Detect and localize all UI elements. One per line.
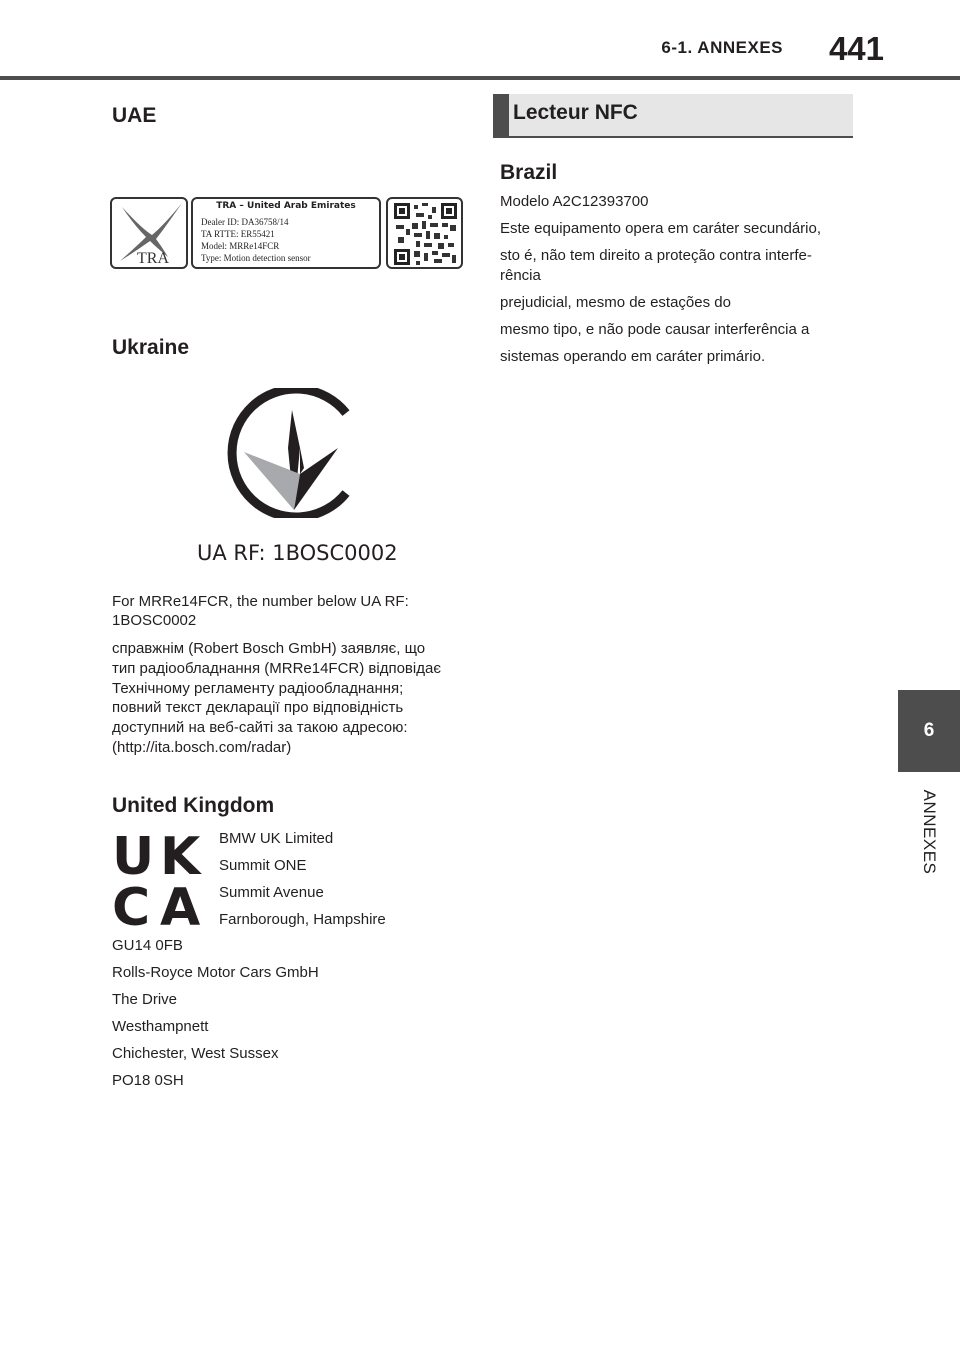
tra-title: TRA – United Arab Emirates [216, 201, 356, 211]
chapter-tab-label-text: ANNEXES [920, 789, 939, 875]
brazil-text-line: sto é, não tem direito a proteção contra interfe- [500, 247, 812, 264]
ukraine-text-line: Технічному регламенту радіообладнання; [112, 679, 404, 697]
ukca-logo [112, 830, 208, 928]
chapter-tab-label[interactable] [898, 772, 960, 892]
tra-model: Model: MRRe14FCR [201, 241, 280, 251]
header-divider [0, 76, 960, 80]
uk-address-line: Chichester, West Sussex [112, 1045, 279, 1062]
ukca-mark-icon [112, 830, 208, 928]
tra-detail-lines [201, 216, 311, 264]
uk-address-line: Summit ONE [219, 857, 307, 874]
tra-star-icon [112, 199, 186, 267]
page-number: 441 [828, 30, 884, 67]
uk-address-line: GU14 0FB [112, 937, 183, 954]
ukraine-url: (http://ita.bosch.com/radar) [112, 738, 292, 756]
uk-address-line: The Drive [112, 991, 178, 1008]
ukraine-text-line: доступний на веб-сайті за такою адресою: [112, 719, 408, 737]
ukraine-paragraph-2 [112, 639, 482, 758]
tra-info-panel [191, 197, 381, 269]
uk-address-line: Rolls-Royce Motor Cars GmbH [112, 964, 319, 981]
uk-address-line: PO18 0SH [112, 1072, 184, 1089]
tra-logo [110, 197, 188, 269]
uk-heading: United Kingdom [112, 794, 275, 817]
ukca-letter: C [112, 878, 151, 928]
uk-address-line: Westhampnett [112, 1018, 209, 1035]
ukca-letter: U [112, 830, 155, 887]
tra-logo-text: TRA [137, 250, 169, 267]
ua-rf-caption: UA RF: 1BOSC0002 [197, 541, 398, 565]
brazil-text-line: mesmo tipo, e não pode causar interferência a [500, 321, 810, 338]
brazil-text-line: rência [500, 267, 541, 284]
brazil-text-line: Este equipamento opera em caráter secundário, [500, 220, 822, 237]
ua-conformity-icon [214, 388, 354, 518]
nfc-title: Lecteur NFC [513, 101, 638, 124]
ukraine-heading: Ukraine [112, 336, 190, 359]
qr-code-icon [394, 203, 457, 265]
uae-heading: UAE [112, 104, 157, 127]
ukraine-text-line: 1BOSC0002 [112, 612, 197, 629]
brazil-text-line: Modelo A2C12393700 [500, 193, 649, 210]
tra-label [110, 195, 464, 271]
section-title: 6-1. ANNEXES [661, 38, 783, 57]
nfc-box-accent [493, 94, 509, 136]
brazil-heading: Brazil [500, 161, 558, 184]
chapter-tab-number[interactable]: 6 [898, 690, 960, 772]
brazil-text-line: prejudicial, mesmo de estações do [500, 294, 731, 311]
qr-code [386, 197, 463, 269]
brazil-text-line: sistemas operando em caráter primário. [500, 348, 766, 365]
ukraine-text-line: тип радіообладнання (MRRe14FCR) відповідає [112, 659, 441, 677]
ukraine-text-line: справжнім (Robert Bosch GmbH) заявляє, що [112, 640, 426, 657]
ukraine-text-line: повний текст декларації про відповідність [112, 699, 404, 717]
tra-dealer-id: Dealer ID: DA36758/14 [201, 217, 289, 227]
uk-address-line: Summit Avenue [219, 884, 324, 901]
uk-address-line: Farnborough, Hampshire [219, 911, 386, 928]
ukca-letter: K [160, 830, 201, 887]
tra-rtte: TA RTTE: ER55421 [201, 229, 275, 239]
uk-address-line: BMW UK Limited [219, 830, 334, 847]
nfc-section-box [493, 94, 853, 138]
ukca-letter: A [160, 878, 201, 928]
ua-conformity-mark [214, 388, 354, 518]
ukraine-paragraph-1 [112, 592, 482, 630]
ukraine-text-line: For MRRe14FCR, the number below UA RF: [112, 593, 409, 610]
tra-type: Type: Motion detection sensor [201, 253, 311, 263]
